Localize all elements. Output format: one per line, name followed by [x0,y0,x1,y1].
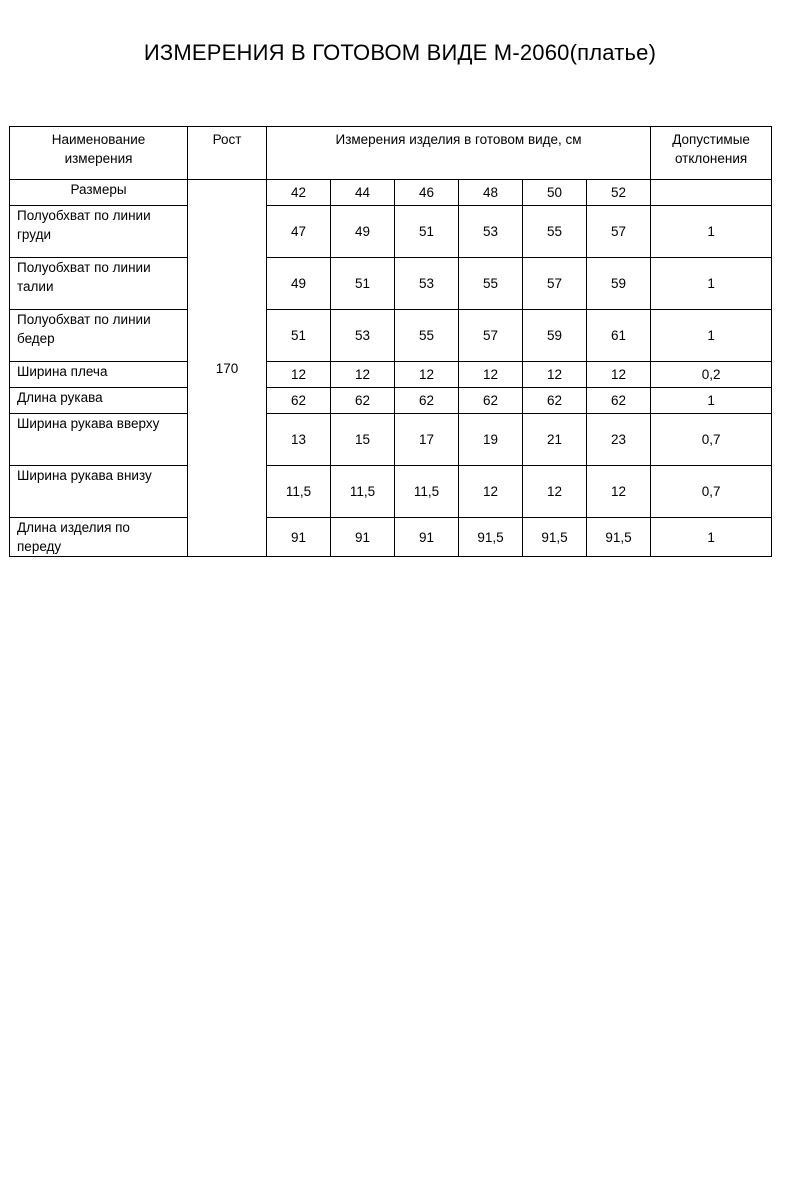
value-cell: 12 [459,466,523,518]
value-cell: 62 [267,388,331,414]
header-measurements-cell: Измерения изделия в готовом виде, см [267,127,651,180]
value-cell: 12 [587,362,651,388]
size-cell: 42 [267,180,331,206]
value-cell: 12 [587,466,651,518]
row-label [10,466,188,518]
size-cell: 50 [523,180,587,206]
value-cell: 49 [267,258,331,310]
row-label [10,206,188,258]
row-label-line2: груди [17,227,52,242]
header-tolerance-line2: отклонения [674,151,748,166]
value-cell: 12 [331,362,395,388]
table-row-waist [10,258,772,310]
measurements-table [9,126,772,557]
value-cell: 91,5 [587,518,651,557]
header-tolerance-line1: Допустимые [672,132,750,147]
tolerance-cell: 1 [651,388,772,414]
value-cell: 53 [395,258,459,310]
value-cell: 53 [331,310,395,362]
value-cell: 15 [331,414,395,466]
value-cell: 62 [395,388,459,414]
height-value-cell: 170 [188,180,267,557]
row-label-line2: бедер [17,331,55,346]
row-label [10,258,188,310]
value-cell: 59 [523,310,587,362]
value-cell: 51 [267,310,331,362]
value-cell: 55 [523,206,587,258]
sizes-row [10,180,772,206]
value-cell: 91 [331,518,395,557]
row-label-line2: переду [17,539,62,554]
value-cell: 57 [587,206,651,258]
table-row-shoulder [10,362,772,388]
value-cell: 55 [459,258,523,310]
value-cell: 55 [395,310,459,362]
value-cell: 12 [267,362,331,388]
value-cell: 62 [331,388,395,414]
row-label-line1: Длина рукава [17,390,103,405]
value-cell: 19 [459,414,523,466]
tolerance-cell: 0,2 [651,362,772,388]
row-label [10,388,188,414]
value-cell: 62 [523,388,587,414]
row-label [10,518,188,557]
row-label-line1: Ширина плеча [17,364,108,379]
row-label-line1: Ширина рукава внизу [17,468,152,483]
table-row-front-length [10,518,772,557]
sizes-label: Размеры [10,180,188,206]
size-cell: 46 [395,180,459,206]
value-cell: 51 [395,206,459,258]
header-height-cell: Рост [188,127,267,180]
value-cell: 49 [331,206,395,258]
row-label-line1: Полуобхват по линии [17,208,151,223]
size-cell: 52 [587,180,651,206]
value-cell: 61 [587,310,651,362]
value-cell: 57 [459,310,523,362]
value-cell: 91 [267,518,331,557]
value-cell: 13 [267,414,331,466]
table-header-row [10,127,772,180]
value-cell: 51 [331,258,395,310]
value-cell: 91,5 [459,518,523,557]
value-cell: 11,5 [331,466,395,518]
table-row-chest [10,206,772,258]
header-tolerance-cell [651,127,772,180]
value-cell: 12 [523,466,587,518]
value-cell: 59 [587,258,651,310]
header-name-line2: измерения [64,151,133,166]
value-cell: 62 [459,388,523,414]
table-row-sleeve-length [10,388,772,414]
document-title: ИЗМЕРЕНИЯ В ГОТОВОМ ВИДЕ М-2060(платье) [143,40,657,65]
row-label [10,362,188,388]
value-cell: 11,5 [395,466,459,518]
row-label-line1: Полуобхват по линии [17,312,151,327]
tolerance-cell: 1 [651,206,772,258]
row-label-line1: Полуобхват по линии [17,260,151,275]
tolerance-cell: 1 [651,310,772,362]
table-row-sleeve-top [10,414,772,466]
tolerance-cell: 1 [651,518,772,557]
value-cell: 57 [523,258,587,310]
table-row-hips [10,310,772,362]
row-label [10,414,188,466]
header-name-cell [10,127,188,180]
row-label-line1: Длина изделия по [17,520,130,535]
value-cell: 91,5 [523,518,587,557]
tolerance-cell: 0,7 [651,414,772,466]
table-row-sleeve-bottom [10,466,772,518]
value-cell: 12 [523,362,587,388]
value-cell: 12 [459,362,523,388]
header-name-line1: Наименование [51,132,146,147]
size-cell: 48 [459,180,523,206]
tolerance-cell: 1 [651,258,772,310]
tolerance-cell-empty [651,180,772,206]
value-cell: 17 [395,414,459,466]
size-cell: 44 [331,180,395,206]
value-cell: 91 [395,518,459,557]
row-label-line1: Ширина рукава вверху [17,416,160,431]
value-cell: 23 [587,414,651,466]
value-cell: 11,5 [267,466,331,518]
row-label-line2: талии [17,279,54,294]
value-cell: 47 [267,206,331,258]
value-cell: 21 [523,414,587,466]
row-label [10,310,188,362]
value-cell: 53 [459,206,523,258]
tolerance-cell: 0,7 [651,466,772,518]
value-cell: 62 [587,388,651,414]
value-cell: 12 [395,362,459,388]
